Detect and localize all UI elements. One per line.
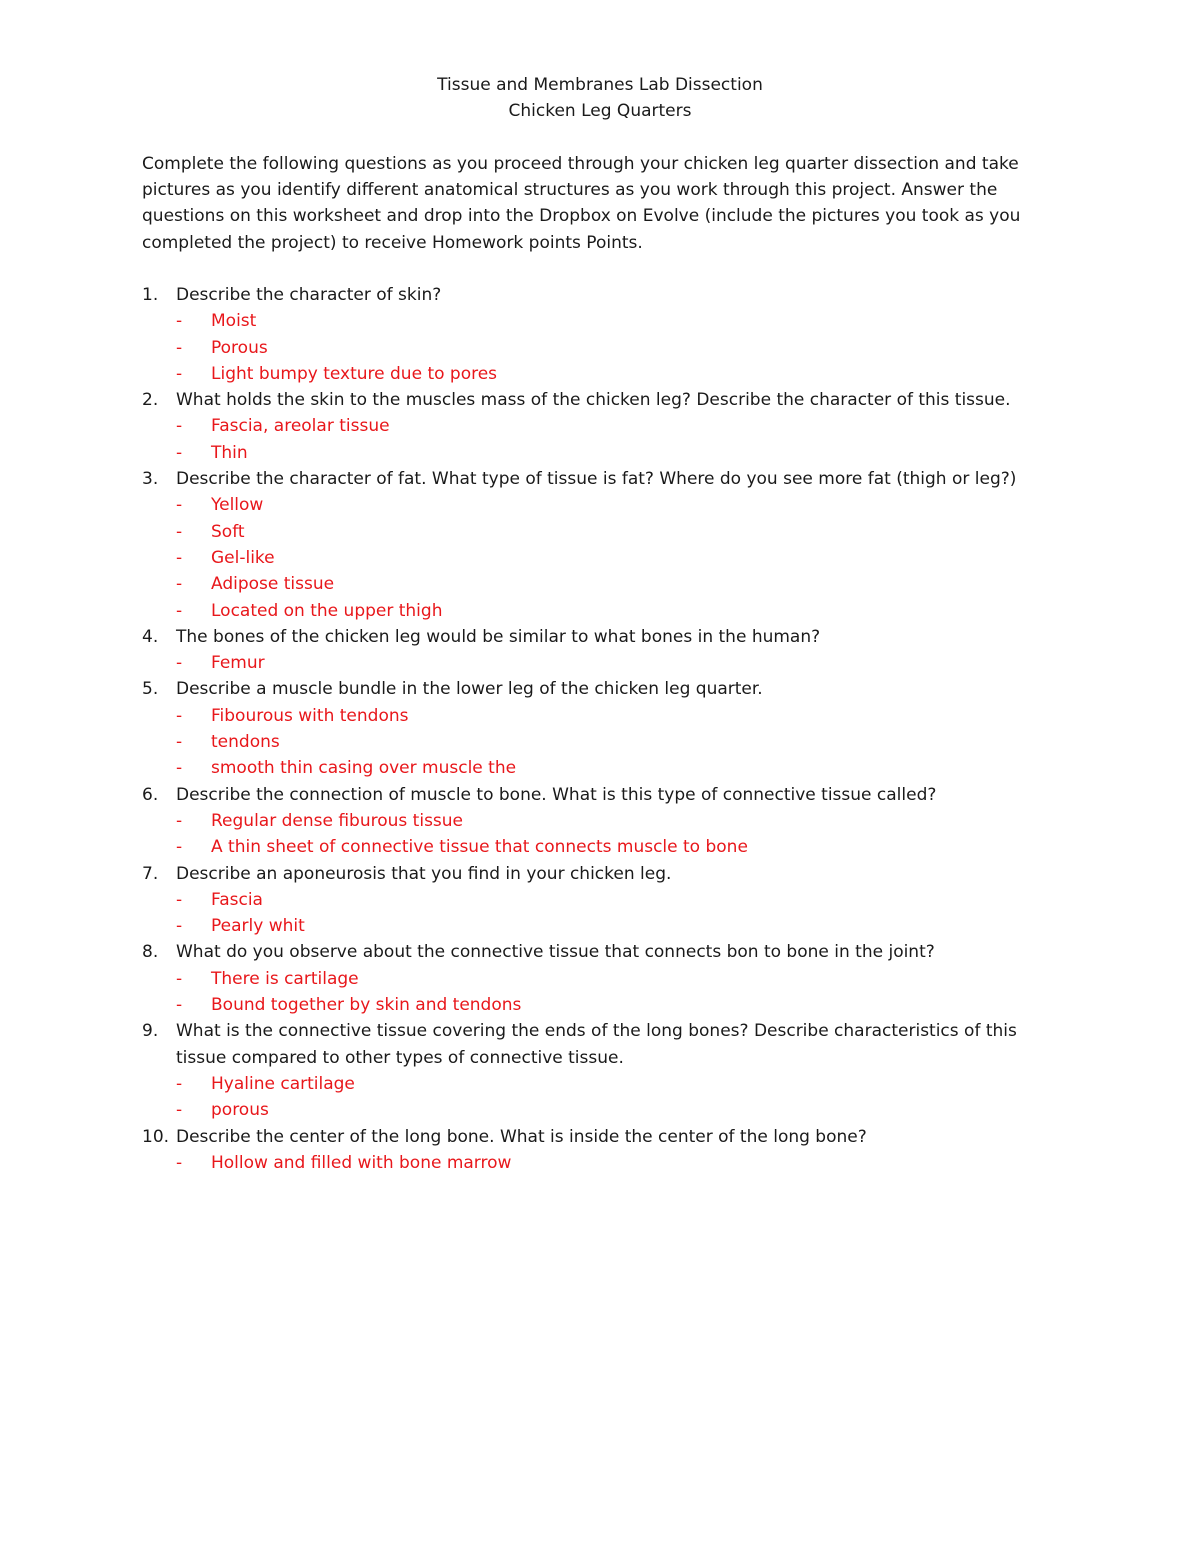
- answer-item: [176, 966, 1062, 992]
- answer-text: Light bumpy texture due to pores: [211, 363, 498, 384]
- question-item: [142, 939, 1062, 1018]
- answer-item: [176, 361, 1062, 387]
- answer-list: [176, 966, 1062, 1019]
- title-block: [0, 72, 1200, 124]
- question-item: [142, 1018, 1062, 1123]
- question-text: Describe the connection of muscle to bone. What is this type of connective tissue called?: [176, 784, 937, 805]
- question-number: 2.: [142, 390, 159, 411]
- question-text: Describe a muscle bundle in the lower leg of the chicken leg quarter.: [176, 679, 763, 700]
- answer-item: [176, 1071, 1062, 1097]
- answer-bullet: -: [176, 337, 183, 358]
- answer-list: [176, 808, 1062, 861]
- answer-bullet: -: [176, 574, 183, 595]
- intro-paragraph: Complete the following questions as you proceed through your chicken leg quarter dissection and take pictures as you identify different anatomical structures as you work through this project. Answer the questions on this worksheet and drop into the Dropbox on Evolve (include the pictures you took as you completed the project) to receive Homework points Points.: [142, 154, 1021, 253]
- answer-text: Located on the upper thigh: [211, 600, 443, 621]
- answer-text: Femur: [211, 653, 265, 674]
- answer-text: Thin: [211, 442, 248, 463]
- answer-list: [176, 413, 1062, 466]
- answer-item: [176, 808, 1062, 834]
- answer-bullet: -: [176, 495, 183, 516]
- question-item: [142, 1124, 1062, 1177]
- answer-list: [176, 887, 1062, 940]
- question-text: Describe the center of the long bone. What is inside the center of the long bone?: [176, 1126, 867, 1147]
- answer-text: Gel-like: [211, 547, 275, 568]
- answer-bullet: -: [176, 521, 183, 542]
- answer-bullet: -: [176, 968, 183, 989]
- answer-list: [176, 1071, 1062, 1124]
- question-item: [142, 624, 1062, 677]
- answer-item: [176, 834, 1062, 860]
- answer-bullet: -: [176, 442, 183, 463]
- answer-bullet: -: [176, 363, 183, 384]
- answer-text: Yellow: [211, 495, 264, 516]
- question-item: [142, 466, 1062, 624]
- answer-bullet: -: [176, 1152, 183, 1173]
- answer-text: Fascia: [211, 889, 263, 910]
- answer-text: Hollow and filled with bone marrow: [211, 1152, 512, 1173]
- answer-bullet: -: [176, 810, 183, 831]
- answer-text: porous: [211, 1100, 269, 1121]
- answer-list: [176, 1150, 1062, 1176]
- answer-text: There is cartilage: [211, 968, 359, 989]
- answer-text: Regular dense fiburous tissue: [211, 810, 464, 831]
- question-item: [142, 782, 1062, 861]
- question-text: Describe the character of skin?: [176, 285, 442, 305]
- answer-text: Fascia, areolar tissue: [211, 416, 390, 437]
- answer-text: Hyaline cartilage: [211, 1073, 355, 1094]
- answer-bullet: -: [176, 916, 183, 937]
- question-number: 6.: [142, 784, 159, 805]
- answer-item: [176, 492, 1062, 518]
- answer-item: [176, 650, 1062, 676]
- answer-item: [176, 913, 1062, 939]
- answer-bullet: -: [176, 732, 183, 753]
- question-number: 7.: [142, 863, 159, 884]
- question-list: [142, 282, 1062, 1176]
- question-number: 8.: [142, 942, 159, 963]
- answer-bullet: -: [176, 1100, 183, 1121]
- question-number: 3.: [142, 469, 159, 490]
- answer-bullet: -: [176, 416, 183, 437]
- answer-bullet: -: [176, 705, 183, 726]
- answer-text: Bound together by skin and tendons: [211, 995, 522, 1016]
- answer-item: [176, 519, 1062, 545]
- answer-item: [176, 545, 1062, 571]
- answer-item: [176, 992, 1062, 1018]
- answer-item: [176, 1097, 1062, 1123]
- answer-list: [176, 492, 1062, 623]
- answer-bullet: -: [176, 1073, 183, 1094]
- question-text: The bones of the chicken leg would be similar to what bones in the human?: [176, 626, 821, 647]
- question-number: 1.: [142, 285, 159, 305]
- answer-text: A thin sheet of connective tissue that connects muscle to bone: [211, 837, 748, 858]
- answer-list: [176, 703, 1062, 782]
- answer-bullet: -: [176, 889, 183, 910]
- answer-bullet: -: [176, 995, 183, 1016]
- question-text: Describe an aponeurosis that you find in your chicken leg.: [176, 863, 672, 884]
- answer-item: [176, 571, 1062, 597]
- answer-text: Soft: [211, 521, 245, 542]
- answer-item: [176, 308, 1062, 334]
- answer-bullet: -: [176, 547, 183, 568]
- answer-list: [176, 308, 1062, 387]
- answer-text: Porous: [211, 337, 268, 358]
- page-subtitle: Chicken Leg Quarters: [508, 101, 692, 121]
- question-text: What holds the skin to the muscles mass of the chicken leg? Describe the character of this tissue.: [176, 390, 1011, 411]
- answer-list: [176, 650, 1062, 676]
- question-item: [142, 387, 1062, 466]
- question-text: What do you observe about the connective tissue that connects bon to bone in the joint?: [176, 942, 935, 963]
- question-number: 9.: [142, 1021, 159, 1042]
- answer-text: Moist: [211, 311, 257, 332]
- answer-item: [176, 755, 1062, 781]
- answer-item: [176, 729, 1062, 755]
- answer-item: [176, 1150, 1062, 1176]
- answer-item: [176, 703, 1062, 729]
- question-number: 5.: [142, 679, 159, 700]
- answer-bullet: -: [176, 758, 183, 779]
- answer-item: [176, 887, 1062, 913]
- answer-bullet: -: [176, 311, 183, 332]
- question-number: 4.: [142, 626, 159, 647]
- answer-bullet: -: [176, 837, 183, 858]
- answer-item: [176, 335, 1062, 361]
- question-item: [142, 282, 1062, 387]
- answer-text: tendons: [211, 732, 280, 753]
- answer-bullet: -: [176, 653, 183, 674]
- answer-bullet: -: [176, 600, 183, 621]
- question-text: Describe the character of fat. What type of tissue is fat? Where do you see more fat (thigh or leg?): [176, 469, 1017, 490]
- answer-item: [176, 598, 1062, 624]
- answer-text: Adipose tissue: [211, 574, 335, 595]
- question-item: [142, 676, 1062, 781]
- answer-item: [176, 440, 1062, 466]
- page-title: Tissue and Membranes Lab Dissection: [437, 75, 763, 95]
- question-text: What is the connective tissue covering the ends of the long bones? Describe characteristics of this tissue compared to other types of connective tissue.: [176, 1021, 1017, 1068]
- answer-text: Fibourous with tendons: [211, 705, 409, 726]
- answer-text: Pearly whit: [211, 916, 305, 937]
- question-number: 10.: [142, 1126, 170, 1147]
- answer-item: [176, 413, 1062, 439]
- question-item: [142, 861, 1062, 940]
- answer-text: smooth thin casing over muscle the: [211, 758, 517, 779]
